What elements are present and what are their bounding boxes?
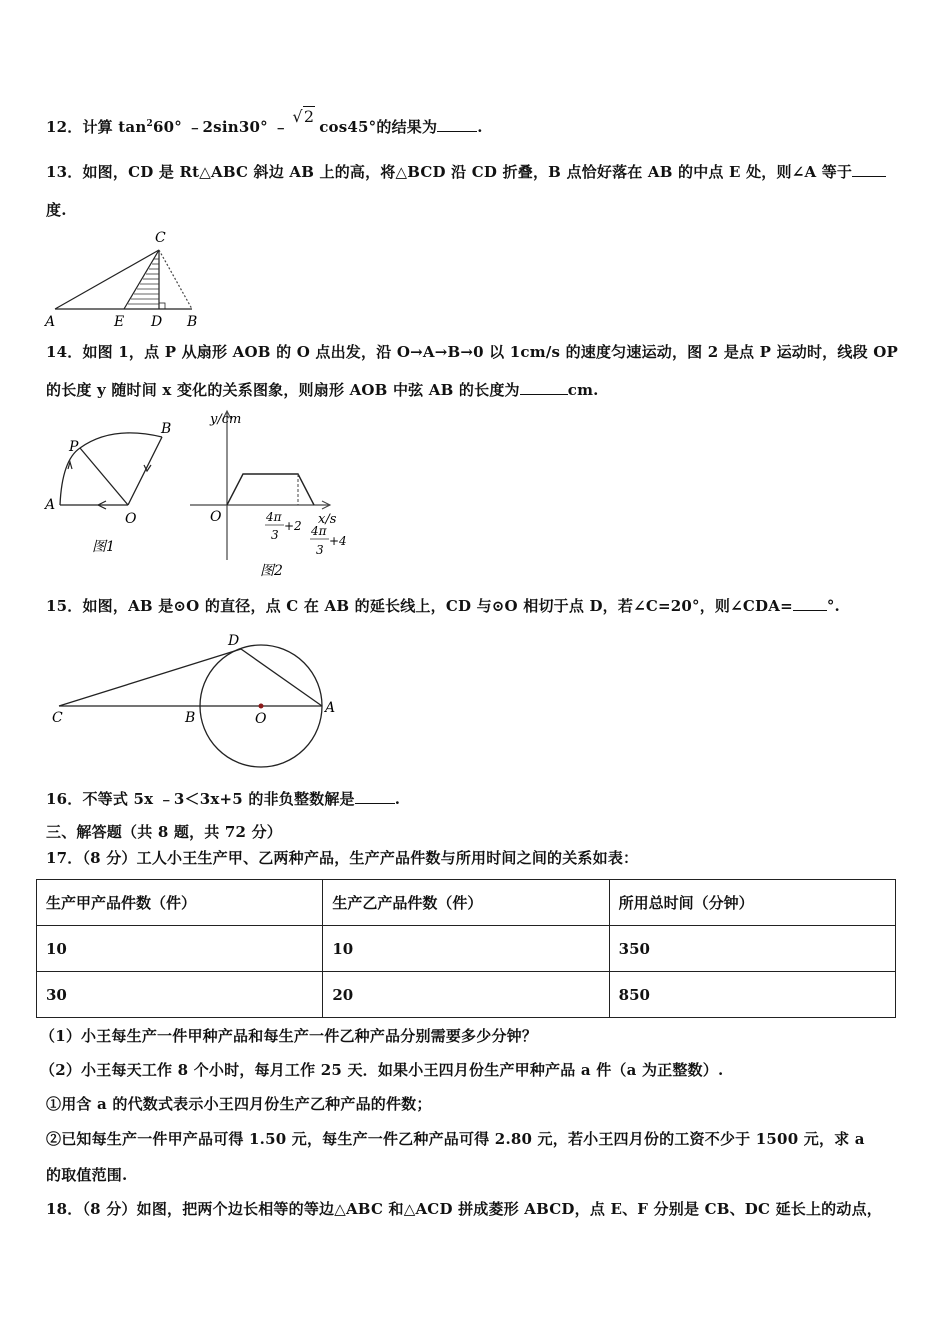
table-cell: 10 <box>323 926 609 972</box>
table-cell: 20 <box>323 972 609 1018</box>
table-header: 生产乙产品件数（件） <box>323 880 609 926</box>
section-3-title: 三、解答题（共 8 题，共 72 分） <box>46 823 283 841</box>
fig2-tick1-num: 4π <box>266 510 282 524</box>
label-O: O <box>255 711 267 727</box>
q17-table <box>36 879 896 1018</box>
label-A: A <box>325 700 336 716</box>
q13-figure <box>40 226 240 334</box>
fig2-tick2-add: +4 <box>329 534 347 548</box>
q16-prefix: 16．不等式 5x ﹣3＜3x+5 的非负整数解是 <box>46 790 355 808</box>
q15-line1-prefix: 15．如图，AB 是⊙O 的直径，点 C 在 AB 的延长线上，CD 与⊙O 相切于点 D，若∠C=20°，则∠CDA= <box>46 597 793 615</box>
table-header: 生产甲产品件数（件） <box>37 880 323 926</box>
question-14 <box>46 342 898 362</box>
q17-sub1: ①用含 a 的代数式表示小王四月份生产乙种产品的件数； <box>46 1095 432 1113</box>
fig1-label-O: O <box>125 511 137 527</box>
question-16 <box>46 789 400 809</box>
q14-figures <box>40 405 360 583</box>
question-18: 18．（8 分）如图，把两个边长相等的等边△ABC 和△ACD 拼成菱形 ABCD，点 E、F 分别是 CB、DC 延长上的动点， <box>46 1200 882 1218</box>
label-C: C <box>52 710 63 726</box>
q14-figure-1 <box>43 421 171 555</box>
q12-end: . <box>477 118 483 136</box>
question-14-line2 <box>46 380 599 400</box>
question-12 <box>46 107 483 137</box>
label-E: E <box>114 314 125 330</box>
answer-blank-15[interactable] <box>793 596 827 611</box>
table-header-row <box>37 880 896 926</box>
answer-blank-13[interactable] <box>852 162 886 177</box>
answer-blank-14[interactable] <box>520 380 568 395</box>
label-B: B <box>185 710 196 726</box>
q12-number: 12． <box>46 118 83 136</box>
fig1-caption: 图1 <box>92 539 115 555</box>
sqrt-symbol: √2 <box>292 107 315 126</box>
q14-figure-2 <box>190 411 347 579</box>
fig2-tick2-num: 4π <box>311 524 327 538</box>
answer-blank-16[interactable] <box>355 789 395 804</box>
table-cell: 850 <box>609 972 895 1018</box>
q14-line2-prefix: 的长度 y 随时间 x 变化的关系图象，则扇形 AOB 中弦 AB 的长度为 <box>46 381 520 399</box>
label-C: C <box>155 230 166 246</box>
table-cell: 350 <box>609 926 895 972</box>
fig2-caption: 图2 <box>260 563 283 579</box>
q12-middle: 60° ﹣2sin30° ﹣ <box>152 118 289 136</box>
question-15 <box>46 596 840 616</box>
label-A: A <box>45 314 56 330</box>
q15-line1-suffix: °. <box>826 597 840 615</box>
q12-exponent: 2 <box>146 119 153 129</box>
table-row <box>37 972 896 1018</box>
fig2-x-label: x/s <box>318 512 337 527</box>
table-cell: 10 <box>37 926 323 972</box>
fig1-label-B: B <box>161 421 172 437</box>
fig2-tick1-den: 3 <box>271 528 279 542</box>
q17-part1: （1）小王每生产一件甲种产品和每生产一件乙种产品分别需要多少分钟？ <box>40 1027 538 1045</box>
q12-prefix: 计算 tan <box>82 118 147 136</box>
fig1-label-A: A <box>45 497 56 513</box>
q12-suffix: cos45°的结果为 <box>319 118 438 136</box>
fig2-tick2-den: 3 <box>316 543 324 557</box>
fig2-tick1-add: +2 <box>284 519 302 533</box>
table-header: 所用总时间（分钟） <box>609 880 895 926</box>
question-17-intro: 17．（8 分）工人小王生产甲、乙两种产品，生产产品件数与所用时间之间的关系如表： <box>46 849 639 867</box>
q12-sqrt-value: 2 <box>303 107 315 126</box>
label-D: D <box>151 314 163 330</box>
fig1-label-P: P <box>69 439 79 455</box>
q16-suffix: . <box>394 790 401 808</box>
answer-blank-12[interactable] <box>437 117 477 132</box>
q15-figure <box>40 628 360 773</box>
fig2-y-label: y/cm <box>210 412 242 427</box>
question-13 <box>46 162 886 182</box>
table-row <box>37 926 896 972</box>
q14-line2-suffix: cm. <box>567 381 599 399</box>
q13-line2: 度. <box>46 201 67 219</box>
q13-line1: 13．如图，CD 是 Rt△ABC 斜边 AB 上的高，将△BCD 沿 CD 折叠，B 点恰好落在 AB 的中点 E 处，则∠A 等于 <box>46 163 853 181</box>
fig2-origin: O <box>210 509 222 525</box>
q17-sub2-line2: 的取值范围. <box>46 1166 128 1184</box>
table-cell: 30 <box>37 972 323 1018</box>
q17-sub2-line1: ②已知每生产一件甲产品可得 1.50 元，每生产一件乙种产品可得 2.80 元，若小王四月份的工资不少于 1500 元，求 a <box>46 1130 865 1148</box>
label-B: B <box>187 314 198 330</box>
q14-line1: 14．如图 1，点 P 从扇形 AOB 的 O 点出发，沿 O→A→B→0 以 1cm/s 的速度匀速运动，图 2 是点 P 运动时，线段 OP <box>46 343 898 361</box>
q17-part2: （2）小王每天工作 8 个小时，每月工作 25 天．如果小王四月份生产甲种产品 a 件（a 为正整数）. <box>40 1061 724 1079</box>
label-D: D <box>228 633 240 649</box>
